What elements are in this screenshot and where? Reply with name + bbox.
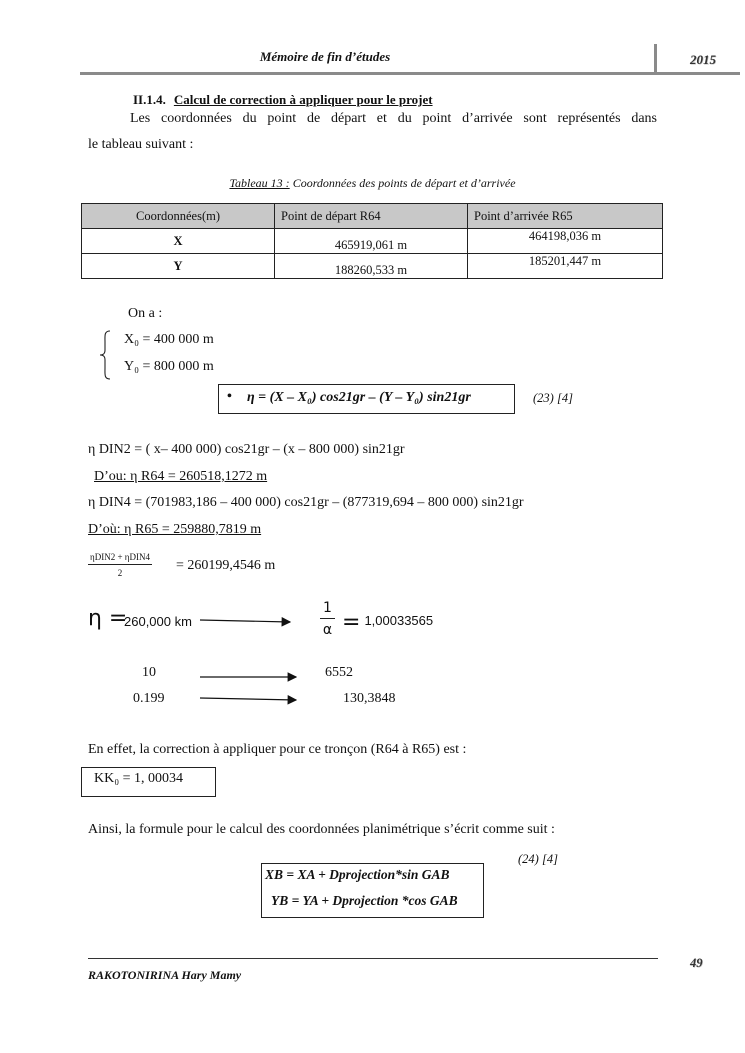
planimetric-formula-box: [261, 863, 484, 918]
header-year: 2015: [690, 52, 716, 67]
eta-value: 260,000 km: [124, 614, 192, 629]
formula-reference-23: (23) [4]: [533, 391, 573, 405]
table-caption-label: Tableau 13 :: [229, 176, 290, 190]
proportion-right-1: 6552: [325, 665, 353, 680]
eta-formula: η = (X – X₀) cos21gr – (Y – Y₀) sin21gr: [247, 390, 471, 405]
eta-r65-result: D’où: η R65 = 259880,7819 m: [88, 522, 262, 537]
table-caption-text: Coordonnées des points de départ et d’arrivée: [289, 176, 516, 190]
origin-x0: X₀ = 400 000 m: [124, 332, 214, 347]
origin-y0: Y₀ = 800 000 m: [124, 359, 214, 374]
formula-reference-24: (24) [4]: [518, 852, 558, 866]
proportion-left-1: 10: [142, 665, 156, 680]
section-title: Calcul de correction à appliquer pour le projet: [173, 92, 433, 107]
eta-din2-line: η DIN2 = ( x– 400 000) cos21gr – (x – 800 000) sin21gr: [88, 442, 405, 457]
equals-sign: =: [342, 610, 361, 635]
fraction-denominator: 2: [117, 568, 123, 578]
intro-line-2: le tableau suivant :: [88, 137, 194, 152]
header-title: Mémoire de fin d’études: [259, 49, 391, 64]
given-intro: On a :: [128, 306, 163, 321]
table-cell-start: 188260,533 m: [275, 254, 468, 279]
proportion-right-2: 130,3848: [343, 691, 396, 706]
planimetric-text: Ainsi, la formule pour le calcul des coordonnées planimétrique s’écrit comme suit :: [88, 822, 555, 837]
table-header-cell: Point de départ R64: [275, 204, 468, 229]
table-header-cell: Point d’arrivée R65: [468, 204, 663, 229]
arrow-right-icon: [200, 620, 290, 622]
kk0-value: KK₀ = 1, 00034: [94, 771, 183, 786]
correction-text: En effet, la correction à appliquer pour ce tronçon (R64 à R65) est :: [88, 742, 467, 757]
yb-formula: YB = YA + Dprojection *cos GAB: [271, 893, 458, 908]
xb-formula: XB = XA + Dprojection*sin GAB: [265, 867, 450, 882]
arrow-right-icon: [200, 698, 296, 700]
mean-eta-result: = 260199,4546 m: [176, 558, 276, 573]
eta-symbol: η =: [88, 606, 128, 631]
section-number: II.1.4.: [133, 92, 166, 107]
proportion-left-2: 0.199: [133, 691, 165, 706]
table-cell-label: X: [82, 229, 275, 254]
inverse-alpha-denominator: α: [322, 622, 333, 638]
kk0-box: [81, 767, 216, 797]
eta-r64-result: D’ou: η R64 = 260518,1272 m: [94, 469, 268, 484]
intro-line-1: Les coordonnées du point de départ et du point d’arrivée sont représentés dans: [130, 111, 657, 126]
inverse-alpha-value: 1,00033565: [364, 613, 434, 628]
eta-din4-line: η DIN4 = (701983,186 – 400 000) cos21gr – (877319,694 – 800 000) sin21gr: [88, 495, 524, 510]
table-cell-start: 465919,061 m: [275, 229, 468, 254]
inverse-alpha-numerator: 1: [320, 600, 335, 619]
page-number: 49: [690, 956, 703, 970]
table-header-cell: Coordonnées(m): [82, 204, 275, 229]
table-cell-label: Y: [82, 254, 275, 279]
table-cell-end: 185201,447 m: [468, 254, 663, 279]
bullet-icon: •: [227, 389, 232, 404]
footer-divider: [88, 958, 658, 959]
footer-author: RAKOTONIRINA Hary Mamy: [88, 968, 242, 982]
table-cell-end: 464198,036 m: [468, 229, 663, 254]
fraction-numerator: ηDIN2 + ηDIN4: [88, 552, 152, 565]
